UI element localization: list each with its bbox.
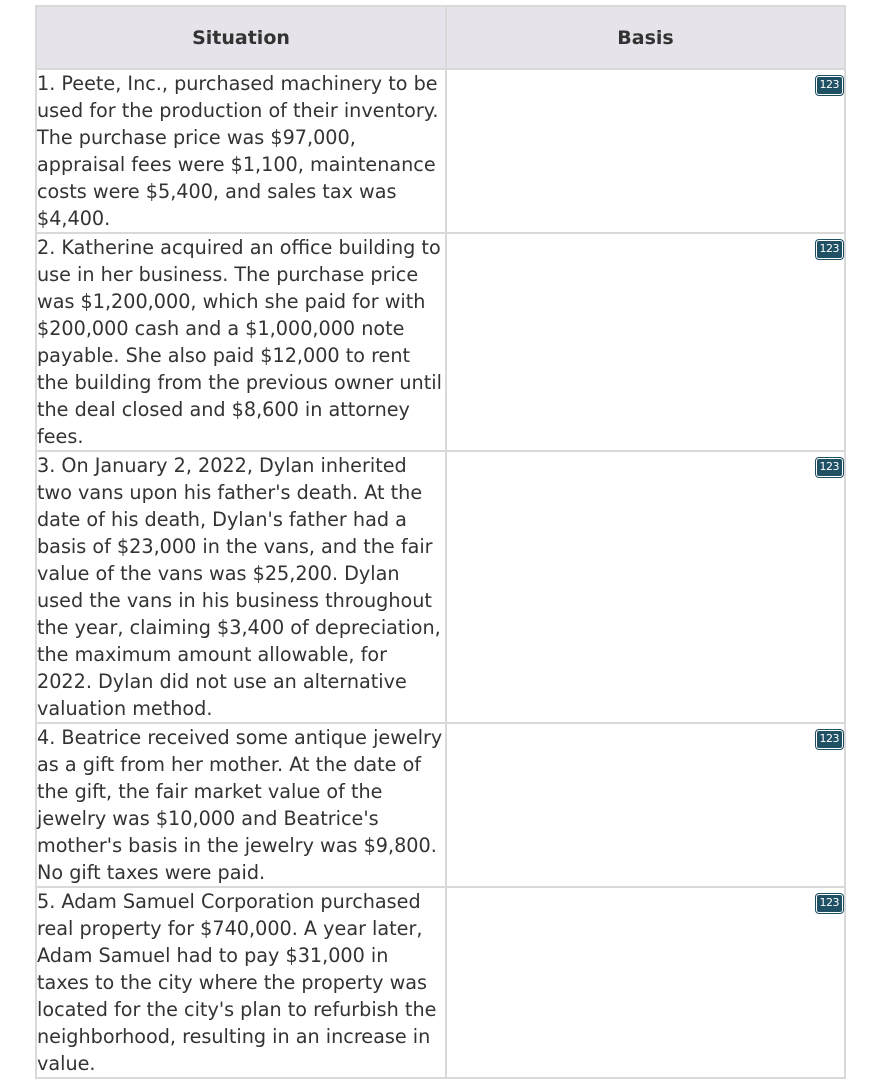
numeric-input-icon: 123 xyxy=(816,458,844,477)
numeric-input-icon: 123 xyxy=(816,730,844,749)
numeric-input-icon: 123 xyxy=(816,894,844,913)
numeric-input-icon: 123 xyxy=(816,76,844,95)
situation-cell: 4. Beatrice received some antique jewelry as a gift from her mother. At the date of the gift, the fair market value of the jewelry was $10,000 and Beatrice's mother's basis in the jewelry was $9,800. No gift taxes were paid. xyxy=(36,723,446,887)
situation-cell: 3. On January 2, 2022, Dylan inherited two vans upon his father's death. At the date of his death, Dylan's father had a basis of $23,000 in the vans, and the fair value of the vans was $25,200. Dylan used the vans in his business throughout the year, claiming $3,400 of depreciation, the maximum amount allowable, for 2022. Dylan did not use an alternative valuation method. xyxy=(36,451,446,723)
header-row xyxy=(36,6,845,69)
table-row xyxy=(36,451,845,723)
numeric-input-icon: 123 xyxy=(816,240,844,259)
basis-input-cell[interactable] xyxy=(446,887,845,1078)
basis-input-cell[interactable] xyxy=(446,69,845,233)
table-row xyxy=(36,887,845,1078)
basis-input-cell[interactable] xyxy=(446,723,845,887)
table-row xyxy=(36,233,845,451)
basis-input-cell[interactable] xyxy=(446,451,845,723)
basis-input-cell[interactable] xyxy=(446,233,845,451)
situation-cell: 1. Peete, Inc., purchased machinery to be used for the production of their inventory. The purchase price was $97,000, appraisal fees were $1,100, maintenance costs were $5,400, and sales tax was $4,400. xyxy=(36,69,446,233)
basis-table xyxy=(35,5,846,1079)
situation-cell: 2. Katherine acquired an office building to use in her business. The purchase price was $1,200,000, which she paid for with $200,000 cash and a $1,000,000 note payable. She also paid $12,000 to rent the building from the previous owner until the deal closed and $8,600 in attorney fees. xyxy=(36,233,446,451)
table-row xyxy=(36,723,845,887)
situation-column-header: Situation xyxy=(36,6,446,69)
basis-column-header: Basis xyxy=(446,6,845,69)
table-row xyxy=(36,69,845,233)
situation-cell: 5. Adam Samuel Corporation purchased real property for $740,000. A year later, Adam Samuel had to pay $31,000 in taxes to the city where the property was located for the city's plan to refurbish the neighborhood, resulting in an increase in value. xyxy=(36,887,446,1078)
